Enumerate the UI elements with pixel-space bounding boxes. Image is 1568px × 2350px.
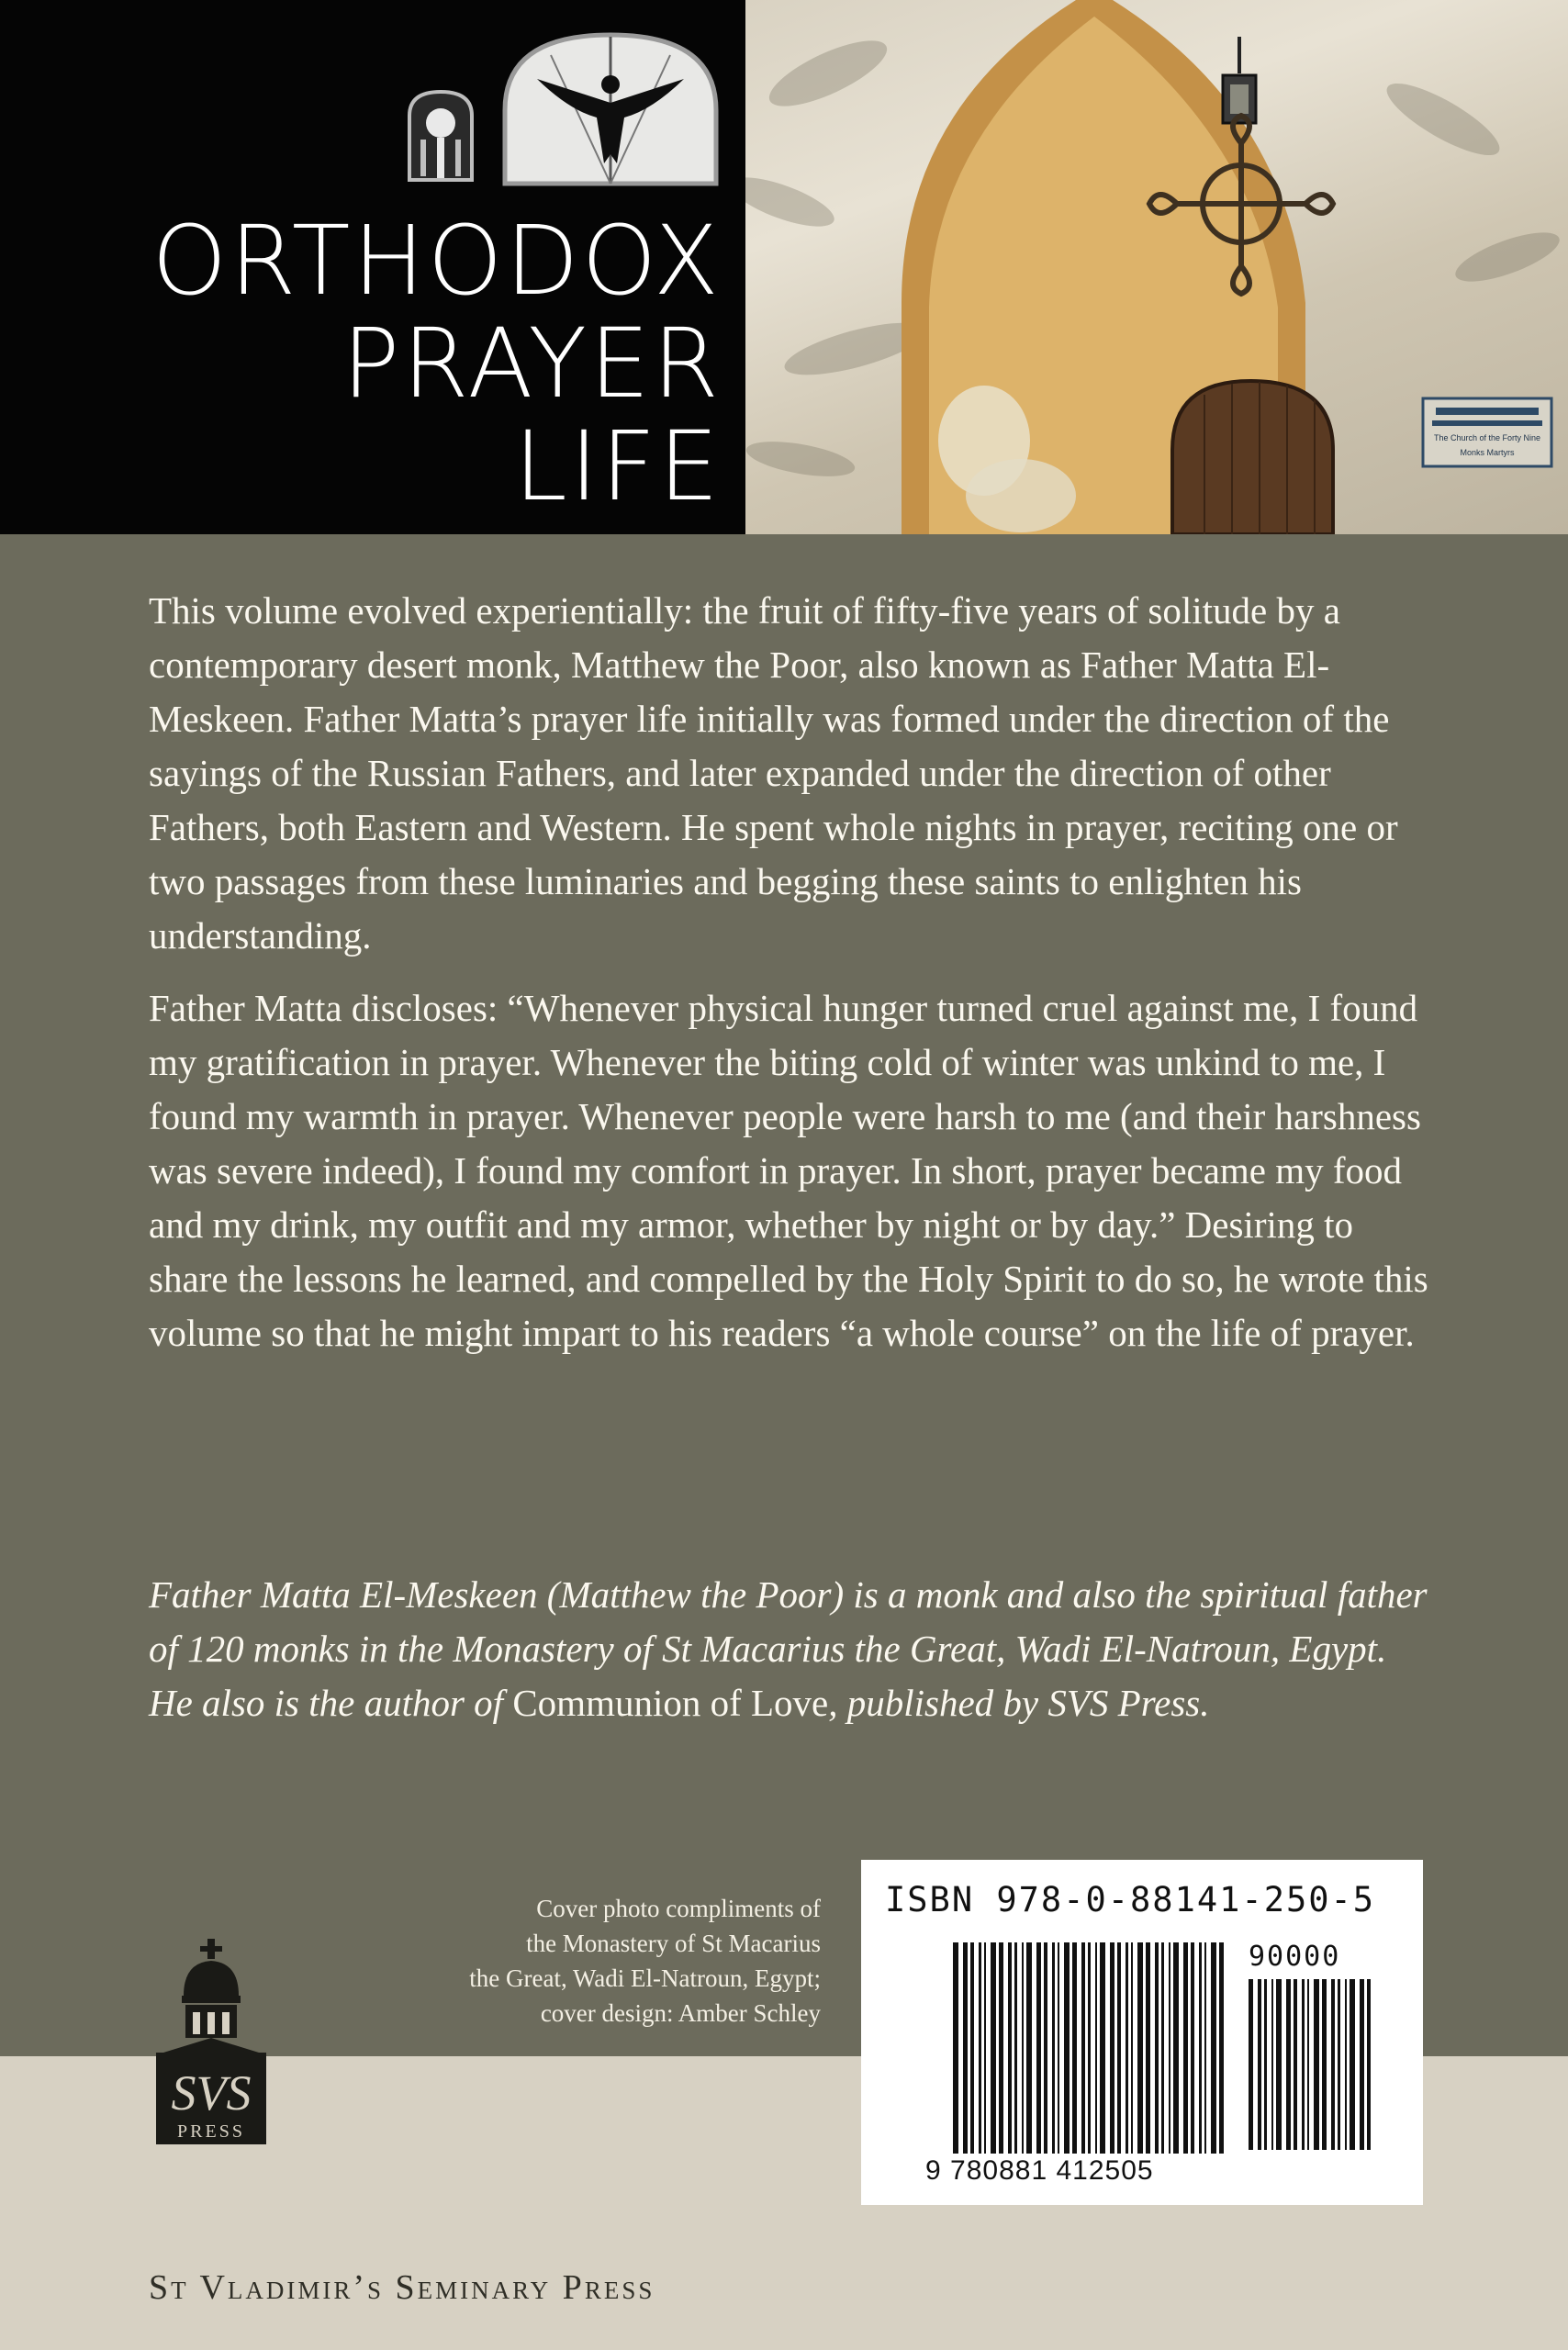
barcode-stripe (1137, 1942, 1143, 2154)
publisher-name: St Vladimir’s Seminary Press (149, 2268, 655, 2307)
barcode-stripe (1204, 1942, 1206, 2154)
barcode-stripe (979, 1942, 981, 2154)
barcode-stripe (1302, 1979, 1305, 2150)
barcode-stripe (1360, 1979, 1364, 2150)
isbn-number: ISBN 978-0-88141-250-5 (885, 1880, 1376, 1919)
barcode-stripe (1155, 1942, 1159, 2154)
barcode-stripe (1058, 1942, 1059, 2154)
author-bio-comma: , (828, 1682, 838, 1724)
barcode-stripe (1338, 1979, 1340, 2150)
barcode-stripe (1367, 1979, 1371, 2150)
description-paragraph-2: Father Matta discloses: “Whenever physical hunger turned cruel against me, I found my gratification in prayer. Whenever the biting cold of winter was unkind to me, I found my warmth in prayer. Whenever people were harsh to me (and their harshness was severe indeed), I found my comfort in prayer. In short, prayer became my food and my drink, my outfit and my armor, whether by night or by day.” Desiring to share the lessons he learned, and compelled by the Holy Spirit to do so, he wrote this volume so that he might impart to his readers “a whole course” on the life of prayer. (149, 987, 1428, 1354)
barcode-stripe (999, 1942, 1003, 2154)
title-line-1: ORTHODOX (151, 205, 722, 317)
barcode-stripe (1350, 1979, 1355, 2150)
barcode-stripe (1110, 1942, 1114, 2154)
barcode-stripe (991, 1942, 996, 2154)
barcode-stripe (1345, 1979, 1347, 2150)
barcode-stripe (1072, 1942, 1077, 2154)
church-facade-photo (745, 0, 1568, 534)
barcode-stripe (1088, 1942, 1091, 2154)
barcode-stripe (1044, 1942, 1047, 2154)
barcode-stripe (1117, 1942, 1121, 2154)
addon-barcode-bars (1249, 1979, 1377, 2150)
isbn-barcode (861, 1860, 1423, 2205)
small-window-icon (409, 92, 472, 180)
description-paragraph-1: This volume evolved experientially: the fruit of fifty-five years of solitude by a contemporary desert monk, Matthew the Poor, also known as Father Matta El-Meskeen. Father Matta’s prayer life initially was formed under the direction of the sayings of the Russian Fathers, and later expanded under the direction of other Fathers, both Eastern and Western. He spent whole nights in prayer, reciting one or two passages from these luminaries and begging these saints to enlighten his understanding. (149, 589, 1398, 957)
barcode-digits: 9 780881 412505 (925, 2155, 1154, 2186)
barcode-stripe (1331, 1979, 1335, 2150)
barcode-stripe (1314, 1979, 1319, 2150)
logo-press-text: PRESS (177, 2121, 245, 2142)
barcode-stripe (1322, 1979, 1327, 2150)
barcode-stripe (1191, 1942, 1194, 2154)
barcode-stripe (1095, 1942, 1097, 2154)
church-name-plaque (1423, 398, 1551, 466)
dove-window-icon (505, 35, 716, 184)
barcode-stripe (1294, 1979, 1297, 2150)
cover-credit (435, 1891, 821, 2031)
credit-line-3: the Great, Wadi El-Natroun, Egypt; (469, 1964, 821, 1992)
barcode-stripe (1264, 1979, 1267, 2150)
cover-photo-band (0, 0, 1568, 534)
dark-wall-panel (0, 0, 745, 534)
barcode-stripe (970, 1942, 974, 2154)
barcode-stripe (1014, 1942, 1017, 2154)
barcode-stripe (1211, 1942, 1216, 2154)
barcode-stripe (1249, 1979, 1253, 2150)
barcode-stripe (1081, 1942, 1085, 2154)
title-line-2: PRAYER (342, 308, 722, 420)
barcode-stripe (1169, 1942, 1170, 2154)
credit-line-4: cover design: Amber Schley (540, 1999, 821, 2027)
plaque-line-1: The Church of the Forty Nine (1433, 433, 1541, 442)
barcode-stripe (1008, 1942, 1012, 2154)
wooden-door (1172, 381, 1333, 534)
barcode-stripe (1307, 1979, 1309, 2150)
book-title-reference: Communion of Love (512, 1682, 829, 1724)
barcode-stripe (1199, 1942, 1202, 2154)
barcode-stripe (1036, 1942, 1041, 2154)
credit-line-2: the Monastery of St Macarius (526, 1930, 821, 1957)
barcode-stripe (1161, 1942, 1164, 2154)
barcode-stripe (1131, 1942, 1133, 2154)
barcode-stripe (1146, 1942, 1150, 2154)
author-bio-text: Father Matta El-Meskeen (Matthew the Poor) is a monk and also the spiritual father of 120 monks in the Monastery of St Macarius the Great, Wadi El-Natroun, Egypt. He also is the author of (149, 1573, 1428, 1724)
barcode-stripe (1100, 1942, 1105, 2154)
barcode-stripe (953, 1942, 958, 2154)
barcode-bars (953, 1942, 1225, 2154)
barcode-stripe (1173, 1942, 1179, 2154)
barcode-stripe (1271, 1979, 1273, 2150)
barcode-stripe (1022, 1942, 1024, 2154)
author-bio-last-line: published by SVS Press. (846, 1682, 1210, 1724)
barcode-stripe (1258, 1979, 1261, 2150)
barcode-stripe (1126, 1942, 1128, 2154)
book-description (149, 584, 1434, 1379)
price-code: 90000 (1249, 1941, 1341, 1973)
barcode-stripe (1286, 1979, 1291, 2150)
plaque-line-2: Monks Martyrs (1460, 448, 1515, 457)
barcode-stripe (963, 1942, 968, 2154)
author-bio (149, 1568, 1434, 1730)
svs-press-logo (147, 1939, 275, 2152)
title-line-3: LIFE (513, 410, 722, 522)
barcode-stripe (1276, 1979, 1282, 2150)
church-entrance-illustration (745, 0, 1568, 534)
barcode-stripe (1064, 1942, 1070, 2154)
lantern-icon (1223, 37, 1256, 123)
barcode-stripe (1219, 1942, 1224, 2154)
barcode-stripe (984, 1942, 986, 2154)
logo-svs-text: SVS (171, 2065, 252, 2121)
credit-line-1: Cover photo compliments of (536, 1895, 821, 1922)
barcode-stripe (1026, 1942, 1032, 2154)
barcode-stripe (1183, 1942, 1188, 2154)
barcode-stripe (1052, 1942, 1055, 2154)
